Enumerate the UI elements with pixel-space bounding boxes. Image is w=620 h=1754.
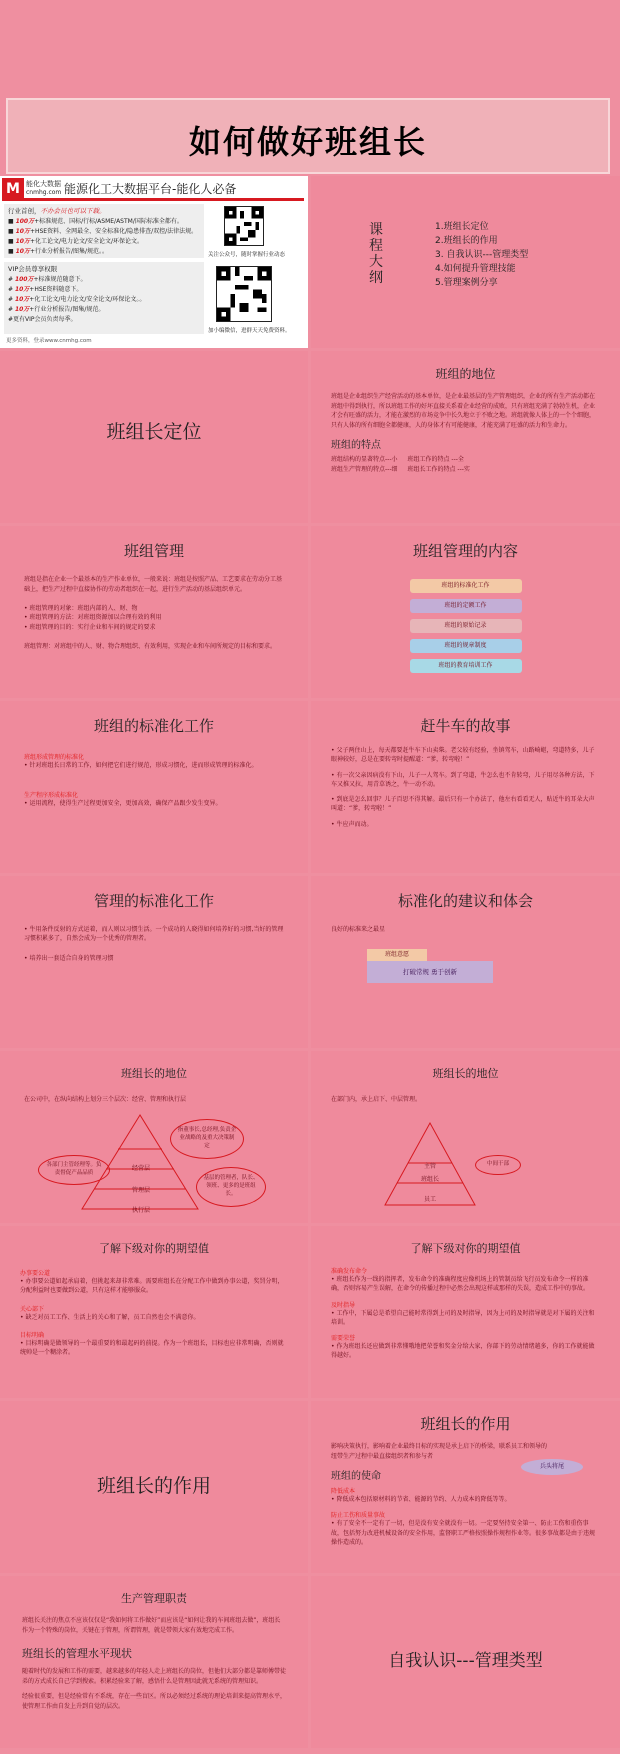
slide-title: 班组管理 — [123, 542, 184, 560]
expect-slide-1 — [0, 1226, 308, 1398]
section-label: 生产程序形成标准化 — [24, 792, 79, 800]
advice-tag: 班组意愿 — [367, 949, 427, 961]
section-title: 班组长定位 — [106, 421, 202, 443]
ad-line: ■ 10万+行业分析报告/图集/规范。。 — [8, 248, 109, 255]
section-title: 班组长的作用 — [96, 1475, 211, 1497]
section-label: 班组形成管理的标准化 — [24, 754, 85, 761]
title-band — [6, 98, 610, 174]
leader-role-slide — [311, 1401, 620, 1573]
slide-title: 赶牛车的故事 — [420, 717, 511, 735]
outline-item: 1.班组长定位 — [435, 222, 489, 232]
ad-features-box — [4, 204, 204, 258]
section-slide-role — [0, 1401, 308, 1573]
outline-item: 2.班组长的作用 — [435, 236, 498, 246]
leader-pos-slide-2 — [311, 1051, 620, 1223]
slide-body: 随着时代的发展和工作的需要，越来越多的年轻人走上班组长的岗位，但他们大部分都是靠师傅带徒弟的方式成长自己学到搜索。积累经验来了解，感悟什么是管理因此就无系统的管理知识。 — [22, 1668, 287, 1685]
slide-body: 经验很重要，但是经验常有不系统，存在一些盲区。所以必须经过系统的理论培训来提高管理水平，使管理工作由自发上升到自觉的层次。 — [22, 1693, 287, 1710]
content-item: 班组的定额工作 — [410, 599, 522, 613]
level-label: 班组长 — [420, 1176, 439, 1183]
slide-body: 在部门内，承上启下、中层管理。 — [331, 1096, 422, 1103]
feature-row: 班组生产管理的特点---细 班组长工作的特点 ---实 — [331, 465, 470, 473]
slide-title: 标准化的建议和体会 — [397, 892, 533, 910]
bullet-list: • 父子两住山上，每天都要赶牛车下山卖柴。老父较有经验，坐镇驾车，山路崎岖，弯道特多，儿子眼神较好，总是在要转弯时提醒道：“爹，转弯啦！” • 有一次父亲因病没有下山，儿子一人驾车。到了弯道，牛怎么也不肯转弯，儿子用尽各种方法，下车又推又拉，用青草诱之，牛一动不动。 • 到底是怎么回事？儿子百思不得其解。最后只有一个办法了，他左右看看无人，贴近牛的耳朵大声叫道：“爹，转弯啦！” • 牛应声而动。 — [331, 746, 600, 829]
slide-title: 管理的标准化工作 — [93, 892, 214, 910]
section-label: 目标明确 — [20, 1331, 45, 1339]
section-label: 需要荣誉 — [331, 1335, 356, 1343]
outline-slide — [311, 176, 620, 348]
slide-subtitle: 班组的特点 — [331, 440, 381, 452]
level-label: 执行层 — [131, 1207, 150, 1214]
slide-subtitle: 班组的使命 — [331, 1471, 381, 1483]
prod-duty-slide — [0, 1576, 308, 1748]
outline-item: 5.管理案例分享 — [435, 278, 498, 288]
slide-title: 了解下级对你的期望值 — [410, 1242, 521, 1255]
bullet-list: • 班组长作为一线的指挥者，发布命令的准确程度应像机场上的管制员给飞行员发布命令一样的准确，否则容易产生误解，在命令的传播过程中必然会出现这样或那样的失误，造成工作中的事故。 — [331, 1275, 600, 1294]
ad-line: # 10万+化工论文/电力论文/安全论文/环保论文。。 — [8, 296, 146, 303]
slide-title: 班组的标准化工作 — [93, 717, 214, 735]
section-slide-position — [0, 351, 308, 523]
annotation-bubble: 中间干部 — [475, 1155, 521, 1175]
ad-line: # 10万+行业分析报告/图集/规范。 — [8, 306, 105, 313]
slide-body: 良好的标准来之最星 — [331, 926, 386, 933]
ox-story-slide — [311, 701, 620, 873]
slide-title: 班组的地位 — [435, 367, 496, 381]
section-label: 降低成本 — [331, 1488, 356, 1496]
content-list — [331, 579, 600, 673]
team-status-slide — [311, 351, 620, 523]
bullet-list: • 降低成本包括原材料的节省、能源的节约、人力成本的降低等等。 — [331, 1495, 600, 1504]
ad-headline: 能源化工大数据平台-能化人必备 — [64, 182, 237, 196]
section-label: 办事要公道 — [20, 1270, 51, 1277]
ad-line: ■ 10万+HSE资料、全网最全、安全标准化/隐患排查/双控/法律法规。 — [8, 228, 198, 235]
section-slide-self — [311, 1576, 620, 1748]
main-title: 如何做好班组长 — [188, 123, 427, 161]
bullet-list: • 工作中，下属总是希望自己能时常得到上司的及时指导，因为上司的及时指导就是对下属的关注和培训。 — [331, 1309, 600, 1328]
mgmt-content-slide — [311, 526, 620, 698]
content-item: 班组的标准化工作 — [410, 579, 522, 593]
outline-list — [435, 220, 528, 290]
ad-box1-head: 行业首创， — [8, 207, 41, 215]
qr2-caption: 加小编微信，进群天天免费资料。 — [208, 328, 291, 334]
content-item: 班组的教育培训工作 — [410, 659, 522, 673]
promo-banner — [0, 176, 308, 348]
slide-title: 了解下级对你的期望值 — [99, 1242, 209, 1255]
logo-mark: M — [2, 178, 24, 200]
slide-subtitle: 班组长的管理水平现状 — [22, 1647, 132, 1661]
qr-code-icon — [224, 206, 264, 246]
slide-title: 班组长的地位 — [121, 1067, 187, 1080]
slide-title: 班组长的地位 — [432, 1067, 499, 1080]
ad-line: ■ 10万+化工论文/电力论文/安全论文/环保论文。 — [8, 238, 144, 245]
outline-item: 3. 自我认识---管理类型 — [435, 250, 529, 260]
section-label: 关心部下 — [20, 1305, 45, 1313]
mgmt-std-slide — [0, 876, 308, 1048]
ad-line: # 100万+标准规范随意下。 — [8, 276, 87, 283]
slide-footer: 班组管理：对班组中的人、财、物合理组织、有效利用，实现企业和车间所规定的目标和要求。 — [24, 643, 277, 651]
qr-code-icon — [216, 266, 272, 322]
slide-body: 班组长关注的焦点不应该仅仅是“我如何将工作做好”而应该是“如何让我的车间班组去做”，班组长作为一个特殊的岗位，关键在于管理，所谓管理，就是带领大家有效地完成工作。 — [22, 1617, 281, 1634]
advice-box: 打破常规 勇于创新 — [367, 961, 493, 983]
annotation-bubble: 各部门主管经理等。负责督促产品品质 — [38, 1155, 110, 1185]
ad-vip-extra: #更有VIP会员负责每季。 — [8, 316, 77, 323]
outline-item: 4.如何提升管理技能 — [435, 264, 516, 274]
bullet-list: • 针对班组长日常的工作，如何把它们进行规范，形成习惯化，进而形成管理的标准化。 — [24, 761, 284, 770]
leader-pos-slide-1 — [0, 1051, 308, 1223]
level-label: 主管 — [423, 1163, 436, 1170]
ad-divider — [2, 198, 304, 201]
outline-vertical-title: 课程大纲 — [369, 222, 383, 286]
expect-slide-2 — [311, 1226, 620, 1398]
section-label: 准确发布命令 — [331, 1268, 368, 1275]
slide-body: 班组是指在企业一个最基本的生产作业单位，一般来说：班组是按照产品、工艺要求在劳动分工基础上，把生产过程中直接协作的劳动者组织在一起，进行生产活动的基层组织单元。 — [24, 576, 283, 593]
logo-brand: 能化大数据 — [26, 180, 61, 188]
logo-url: cnmhg.com — [26, 189, 62, 196]
ad-footer[interactable]: 更多资料，登录www.cnmhg.com — [6, 338, 92, 344]
ad-box1-head-red: 不办会员也可以下载。 — [40, 207, 106, 215]
section-label: 及时指导 — [331, 1301, 356, 1309]
bullet-list: • 办事要公道如起承肩着，但挑起来却非常难。需要班组长在分配工作中做到办事公道，奖罚分明，分配利益时也要做到公道，只有这样才能够服众。 — [20, 1277, 288, 1296]
ad-vip-box — [4, 262, 204, 334]
bullet-list: • 有了安全不一定有了一切，但是没有安全就没有一切。一定要坚持安全第一、防止工伤和重伤事故，包括努力改进机械设备的安全作用，监督职工严格按照操作规程作业等。很多事故都是由于违规操作造成的。 — [331, 1519, 600, 1547]
ad-line: # 10万+HSE资料随意下。 — [8, 286, 83, 293]
qr1-caption: 关注公众号，随时掌握行业动态 — [208, 252, 286, 258]
slide-title: 班组长的作用 — [420, 1415, 511, 1433]
feature-row: 班组结构的显著特点---小 班组工作的特点 ---全 — [331, 456, 464, 464]
slide-title: 生产管理职责 — [121, 1592, 187, 1605]
std-work-slide — [0, 701, 308, 873]
section-title: 自我认识---管理类型 — [388, 1651, 543, 1671]
bullet-list: • 缺乏对员工工作、生活上的关心和了解，员工自然也会不满意你。 — [20, 1313, 288, 1322]
content-item: 班组的规章制度 — [410, 639, 522, 653]
std-advice-slide — [311, 876, 620, 1048]
bullet-list: • 班组管理的对象：班组内部的人、财、物 • 班组管理的方法：对班组资源加以合理有效的利用 • 班组管理的目的：实行企业和车间的规定的要求 — [24, 604, 284, 632]
annotation-bubble: 指董事长,总经理,负责企业战略的及重大决策制定 — [170, 1119, 244, 1159]
level-label: 员工 — [423, 1196, 436, 1203]
bullet-list: • 目标明确是做领导的一个最重要的和最起码的前提。作为一个班组长，目标也应非常明确，否则就统帅是一个糊涂者。 — [20, 1339, 288, 1358]
slide-body: 影响决策执行，影响着企业最终目标的实现是承上启下的桥梁，联系员工和领导的纽带生产过程中最直接组织者和参与者 — [331, 1443, 548, 1460]
ad-box2-head: VIP会员尊享权限 — [8, 265, 58, 273]
bullet-list: • 牛用条件反射的方式运着，而人则以习惯生活。一个成功的人晓得如何培养好的习惯,当好的管理习惯积累多了，自然会成为一个优秀的管理者。 • 培养出一套适合自身的管理习惯 — [24, 925, 284, 963]
bullet-list: • 运用流程，使得生产过程更加安全，更加高效，确保产品跟少发生变异。 — [24, 799, 284, 808]
role-bubble: 兵头将尾 — [521, 1459, 583, 1475]
level-label: 管理层 — [131, 1187, 150, 1194]
bullet-list: • 作为班组长还应做到非常懂哦地把荣誉和奖金分给大家，你部下的劳动情绪越多，你的工作就能做得越好。 — [331, 1342, 600, 1361]
slide-body: 在公司中，在纵向结构上划分三个层次：经营、管理和执行层 — [24, 1096, 187, 1103]
annotation-bubble: 基层的管理者，队长、领班、更多的是班组长。 — [196, 1167, 266, 1207]
level-label: 经营层 — [131, 1165, 150, 1172]
ad-line: ■ 100万+标准规范、国标/行标/ASME/ASTM/国际标准全都有。 — [8, 218, 183, 225]
section-label: 防止工伤和质量事故 — [331, 1512, 386, 1520]
team-mgmt-slide — [0, 526, 308, 698]
slide-body: 班组是企业组织生产经营活动的基本单位，是企业最基层的生产管理组织，企业的所有生产活动都在班组中得到执行，所以班组工作的好坏直接关系着企业经营的成败，只有班组充满了勃勃生机，企业才会有旺盛的活力，才能在激烈的市场竞争中长久地立于不败之地。班组就像人体上的一个个细胞，只有人体的所有细胞全都健康，人的身体才有可能健康，才能充满了旺盛的活力和生命力。 — [331, 393, 596, 429]
content-item: 班组的原始记录 — [410, 619, 522, 633]
slide-title: 班组管理的内容 — [412, 542, 518, 560]
